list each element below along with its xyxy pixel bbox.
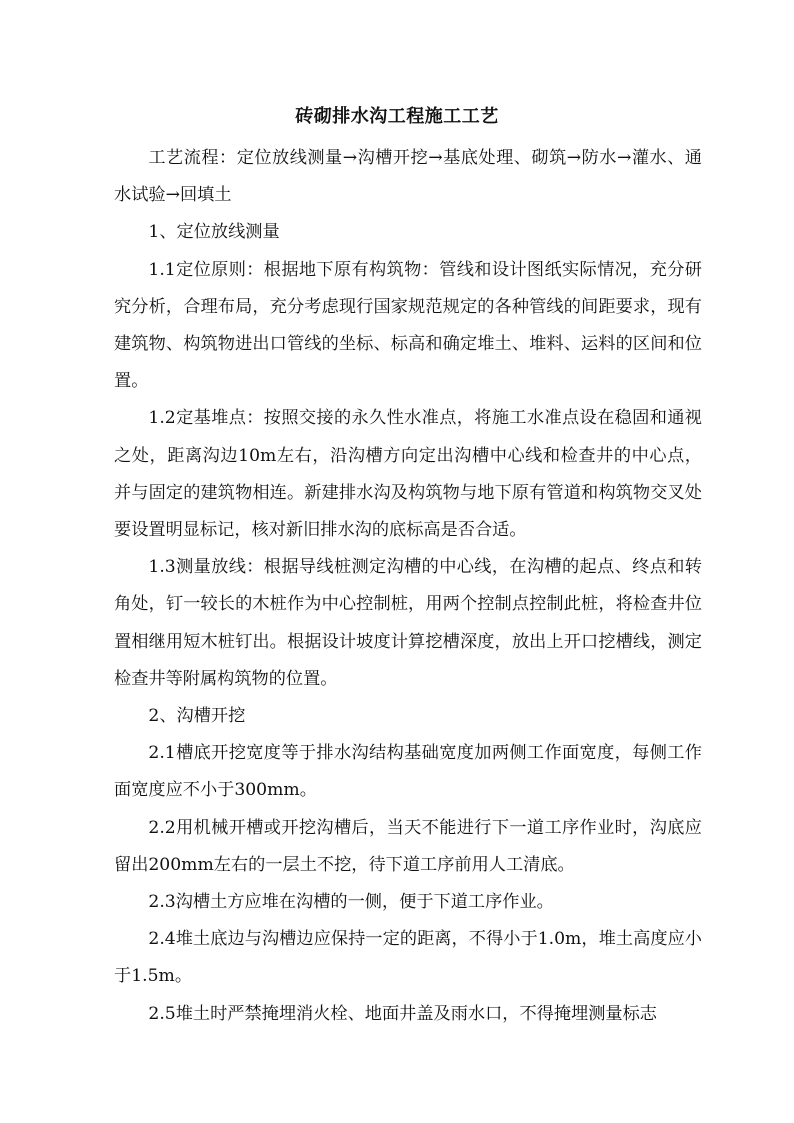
paragraph-2-5: 2.5堆土时严禁掩埋消火栓、地面井盖及雨水口，不得掩埋测量标志 xyxy=(148,1003,657,1024)
heading-section-2: 2、沟槽开挖 xyxy=(148,706,246,727)
paragraph-2-1: 2.1槽底开挖宽度等于排水沟结构基础宽度加两侧工作面宽度，每侧工作面宽度应不小于300mm。 xyxy=(114,743,702,801)
document-title: 砖砌排水沟工程施工工艺 xyxy=(295,106,499,127)
paragraph-1-3: 1.3测量放线：根据导线桩测定沟槽的中心线，在沟槽的起点、终点和转角处，钉一较长的木桩作为中心控制桩，用两个控制点控制此桩，将检查井位置相继用短木桩钉出。根据设计坡度计算挖槽深度，放出上开口挖槽线，测定检查井等附属构筑物的位置。 xyxy=(114,557,702,689)
paragraph-2-4: 2.4堆土底边与沟槽边应保持一定的距离，不得小于1.0m，堆土高度应小于1.5m。 xyxy=(114,929,702,987)
paragraph-1-2: 1.2定基堆点：按照交接的永久性水准点，将施工水准点设在稳固和通视之处，距离沟边10m左右，沿沟槽方向定出沟槽中心线和检查井的中心点，并与固定的建筑物相连。新建排水沟及构筑物与地下原有管道和构筑物交叉处要设置明显标记，核对新旧排水沟的底标高是否合适。 xyxy=(114,408,702,541)
paragraph-2-2: 2.2用机械开槽或开挖沟槽后，当天不能进行下一道工序作业时，沟底应留出200mm左右的一层土不挖，待下道工序前用人工清底。 xyxy=(114,817,702,875)
paragraph-process-flow: 工艺流程：定位放线测量→沟槽开挖→基底处理、砌筑→防水→灌水、通水试验→回填土 xyxy=(114,148,702,206)
document-body xyxy=(114,140,702,1033)
paragraph-2-3: 2.3沟槽土方应堆在沟槽的一侧，便于下道工序作业。 xyxy=(148,892,554,913)
paragraph-1-1: 1.1定位原则：根据地下原有构筑物：管线和设计图纸实际情况，充分研究分析，合理布局，充分考虑现行国家规范规定的各种管线的间距要求，现有建筑物、构筑物进出口管线的坐标、标高和确定堆土、堆料、运料的区间和位置。 xyxy=(114,259,702,392)
heading-section-1: 1、定位放线测量 xyxy=(148,222,280,243)
